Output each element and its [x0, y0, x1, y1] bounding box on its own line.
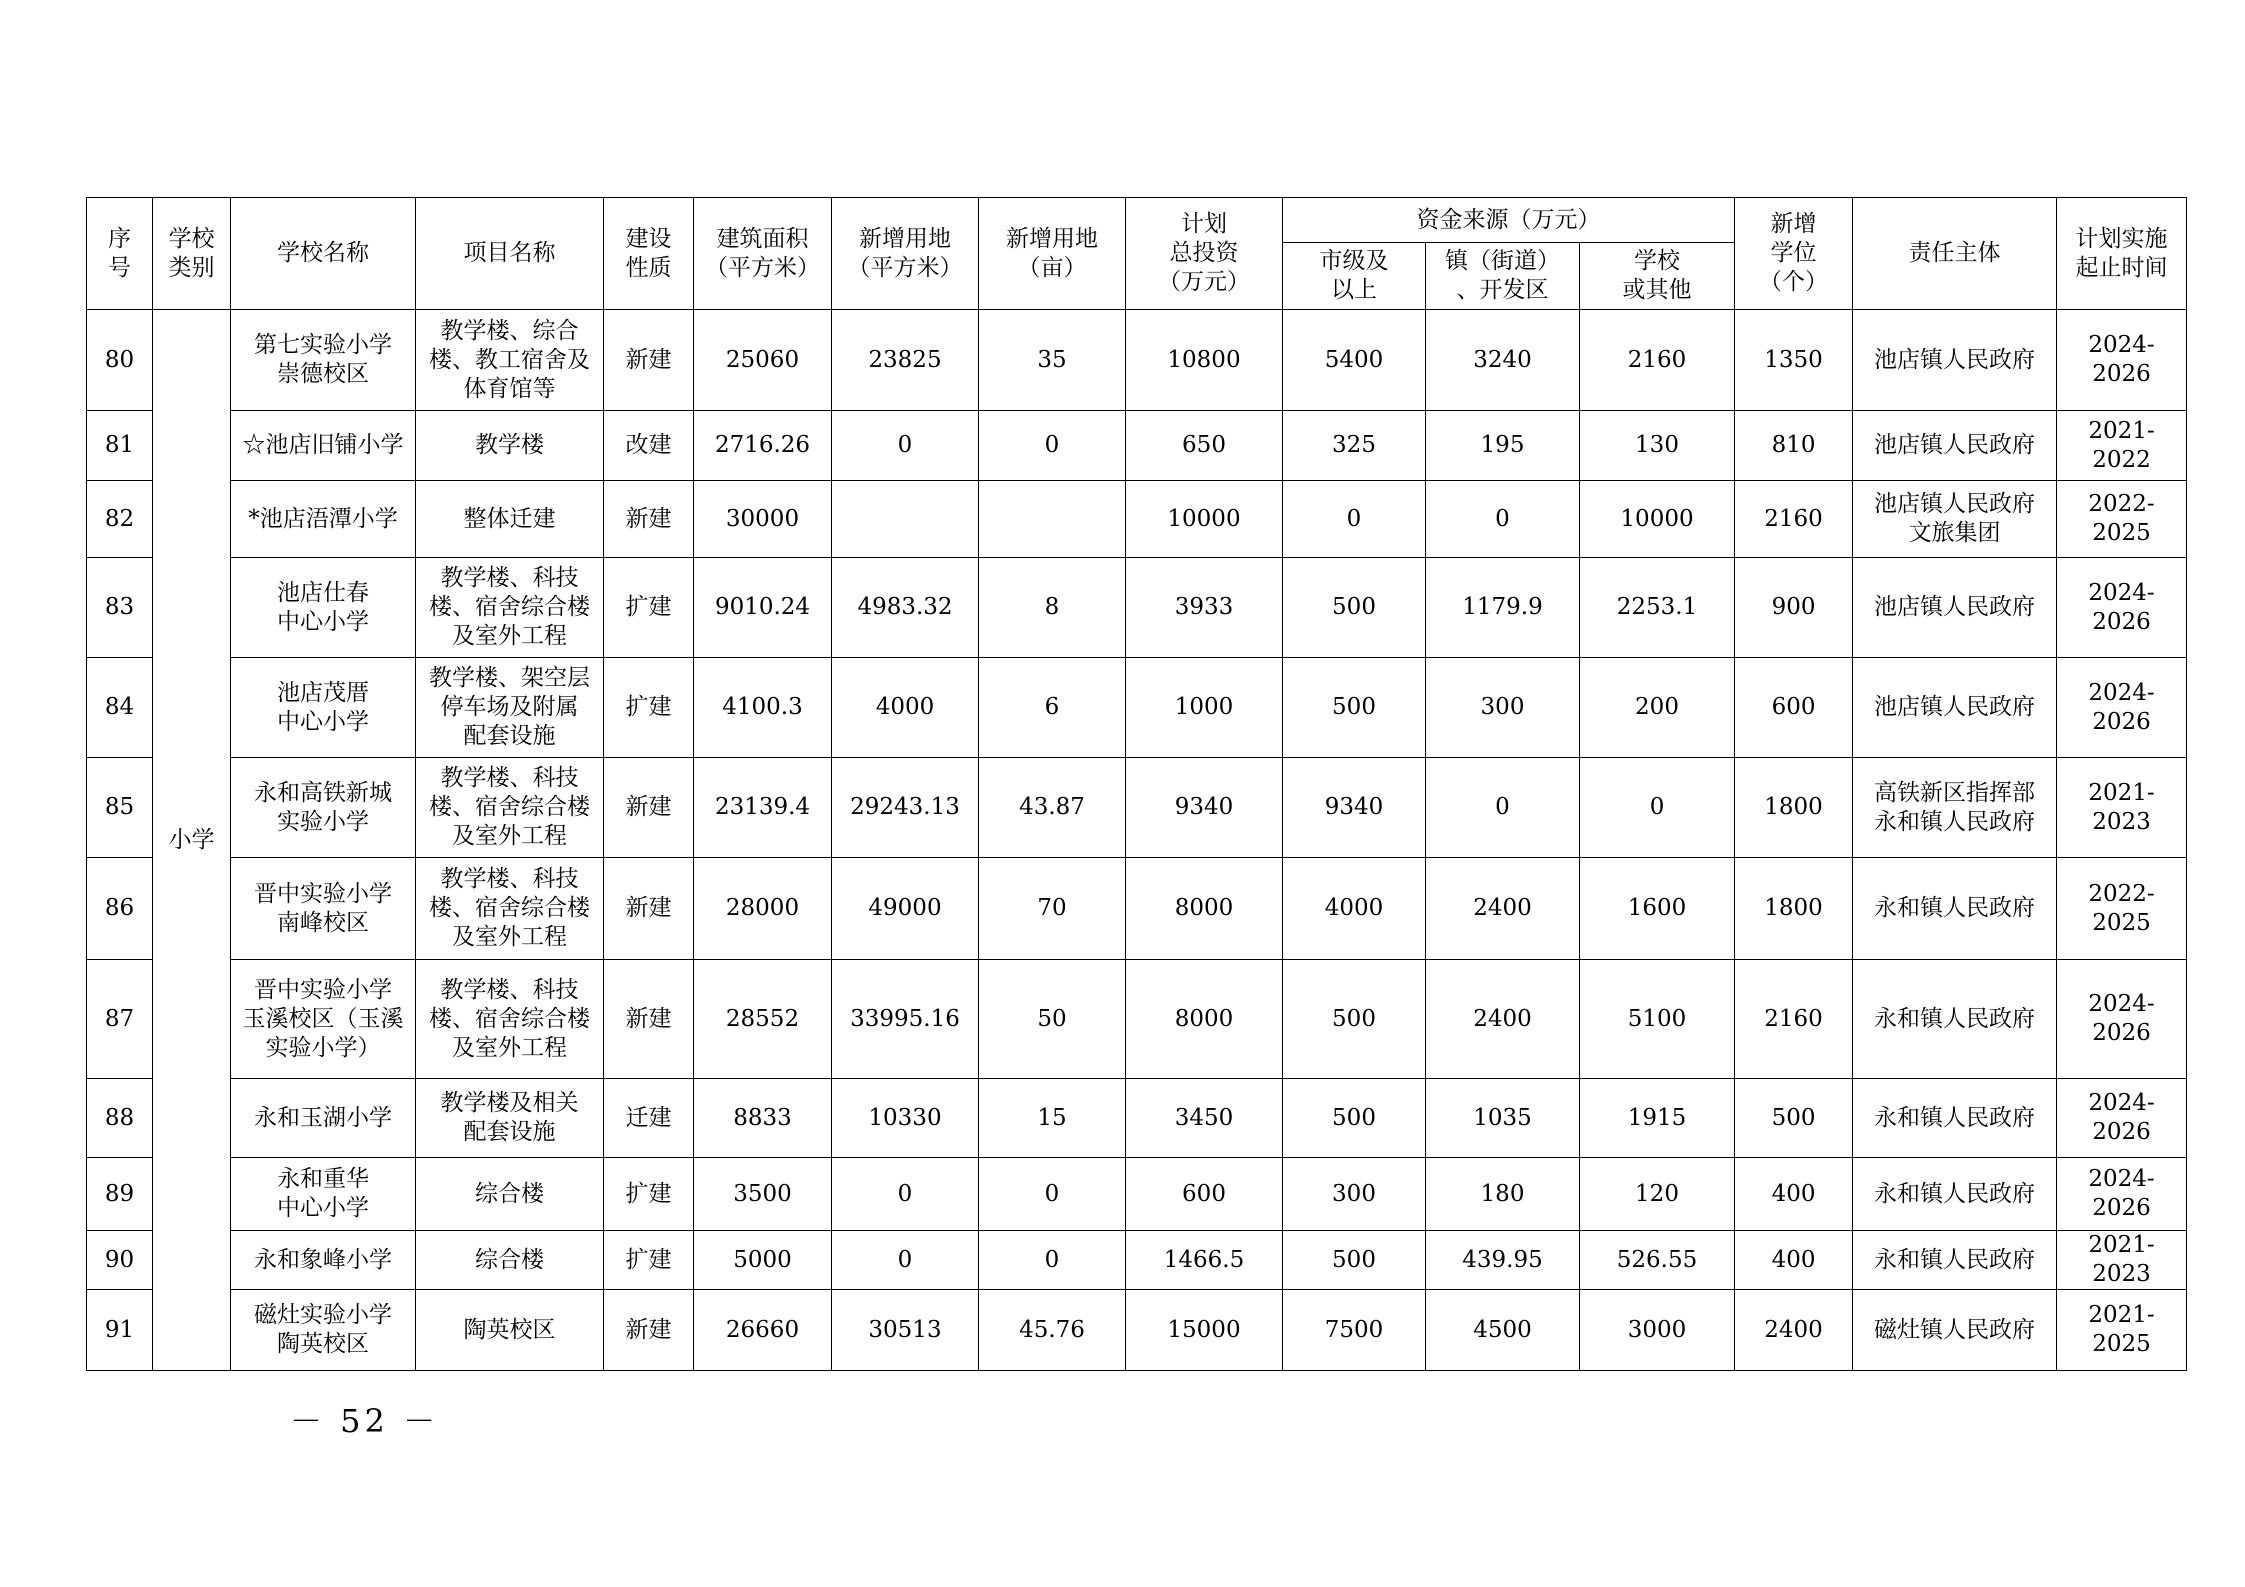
header-new-land-mu: 新增用地 （亩） — [979, 198, 1126, 310]
school-name-cell: *池店浯潭小学 — [231, 481, 416, 558]
nature-cell: 改建 — [604, 411, 694, 481]
funding-town-cell: 0 — [1426, 481, 1580, 558]
funding-town-cell: 1035 — [1426, 1079, 1580, 1158]
responsible-cell: 池店镇人民政府 — [1853, 411, 2057, 481]
floor-area-cell: 3500 — [694, 1158, 832, 1231]
funding-school-cell: 1600 — [1580, 858, 1735, 960]
funding-city-cell: 500 — [1283, 558, 1426, 658]
responsible-cell: 池店镇人民政府 文旅集团 — [1853, 481, 2057, 558]
funding-school-cell: 0 — [1580, 758, 1735, 858]
total-investment-cell: 1000 — [1126, 658, 1283, 758]
header-period: 计划实施 起止时间 — [2057, 198, 2187, 310]
header-new-seats: 新增 学位 （个） — [1735, 198, 1853, 310]
funding-town-cell: 4500 — [1426, 1290, 1580, 1371]
new-land-sqm-cell: 0 — [832, 1231, 979, 1290]
project-name-cell: 整体迁建 — [416, 481, 604, 558]
funding-city-cell: 0 — [1283, 481, 1426, 558]
school-project-table — [86, 197, 2187, 1371]
new-seats-cell: 1800 — [1735, 858, 1853, 960]
table-row — [87, 1158, 2187, 1231]
floor-area-cell: 23139.4 — [694, 758, 832, 858]
funding-city-cell: 4000 — [1283, 858, 1426, 960]
responsible-cell: 永和镇人民政府 — [1853, 1231, 2057, 1290]
new-land-sqm-cell: 23825 — [832, 310, 979, 411]
header-funding-school: 学校 或其他 — [1580, 243, 1735, 310]
header-funding-town: 镇（街道） 、开发区 — [1426, 243, 1580, 310]
category-cell: 小学 — [153, 310, 231, 1371]
floor-area-cell: 25060 — [694, 310, 832, 411]
nature-cell: 扩建 — [604, 1158, 694, 1231]
new-land-mu-cell: 70 — [979, 858, 1126, 960]
floor-area-cell: 5000 — [694, 1231, 832, 1290]
period-cell: 2021-2023 — [2057, 1231, 2187, 1290]
funding-city-cell: 500 — [1283, 1079, 1426, 1158]
funding-city-cell: 325 — [1283, 411, 1426, 481]
total-investment-cell: 9340 — [1126, 758, 1283, 858]
school-name-cell: 永和象峰小学 — [231, 1231, 416, 1290]
period-cell: 2024-2026 — [2057, 1158, 2187, 1231]
period-cell: 2021-2023 — [2057, 758, 2187, 858]
funding-town-cell: 439.95 — [1426, 1231, 1580, 1290]
new-seats-cell: 2160 — [1735, 481, 1853, 558]
funding-city-cell: 7500 — [1283, 1290, 1426, 1371]
responsible-cell: 永和镇人民政府 — [1853, 960, 2057, 1079]
table-row — [87, 558, 2187, 658]
funding-school-cell: 2253.1 — [1580, 558, 1735, 658]
school-name-cell: 永和玉湖小学 — [231, 1079, 416, 1158]
project-table-sheet — [86, 197, 2186, 1371]
total-investment-cell: 600 — [1126, 1158, 1283, 1231]
new-land-sqm-cell: 0 — [832, 1158, 979, 1231]
nature-cell: 扩建 — [604, 658, 694, 758]
new-land-sqm-cell: 30513 — [832, 1290, 979, 1371]
header-funding-group: 资金来源（万元） — [1283, 198, 1735, 243]
new-land-mu-cell: 0 — [979, 1231, 1126, 1290]
table-row — [87, 1231, 2187, 1290]
floor-area-cell: 2716.26 — [694, 411, 832, 481]
new-land-mu-cell: 6 — [979, 658, 1126, 758]
seq-cell: 89 — [87, 1158, 153, 1231]
seq-cell: 91 — [87, 1290, 153, 1371]
new-seats-cell: 1350 — [1735, 310, 1853, 411]
responsible-cell: 池店镇人民政府 — [1853, 310, 2057, 411]
table-row — [87, 858, 2187, 960]
new-land-mu-cell: 43.87 — [979, 758, 1126, 858]
project-name-cell: 综合楼 — [416, 1158, 604, 1231]
funding-town-cell: 1179.9 — [1426, 558, 1580, 658]
project-name-cell: 教学楼 — [416, 411, 604, 481]
project-name-cell: 教学楼、综合 楼、教工宿舍及 体育馆等 — [416, 310, 604, 411]
new-land-sqm-cell: 10330 — [832, 1079, 979, 1158]
school-name-cell: ☆池店旧铺小学 — [231, 411, 416, 481]
new-seats-cell: 1800 — [1735, 758, 1853, 858]
new-seats-cell: 600 — [1735, 658, 1853, 758]
project-name-cell: 综合楼 — [416, 1231, 604, 1290]
nature-cell: 扩建 — [604, 1231, 694, 1290]
funding-school-cell: 3000 — [1580, 1290, 1735, 1371]
funding-town-cell: 195 — [1426, 411, 1580, 481]
new-seats-cell: 400 — [1735, 1231, 1853, 1290]
seq-cell: 82 — [87, 481, 153, 558]
new-seats-cell: 2400 — [1735, 1290, 1853, 1371]
project-name-cell: 教学楼及相关 配套设施 — [416, 1079, 604, 1158]
total-investment-cell: 8000 — [1126, 858, 1283, 960]
new-land-sqm-cell: 4000 — [832, 658, 979, 758]
nature-cell: 新建 — [604, 858, 694, 960]
seq-cell: 87 — [87, 960, 153, 1079]
header-project-name: 项目名称 — [416, 198, 604, 310]
new-land-sqm-cell: 49000 — [832, 858, 979, 960]
school-name-cell: 永和重华 中心小学 — [231, 1158, 416, 1231]
funding-school-cell: 200 — [1580, 658, 1735, 758]
school-name-cell: 晋中实验小学 玉溪校区（玉溪 实验小学） — [231, 960, 416, 1079]
seq-cell: 86 — [87, 858, 153, 960]
period-cell: 2022-2025 — [2057, 858, 2187, 960]
header-seq: 序 号 — [87, 198, 153, 310]
funding-town-cell: 180 — [1426, 1158, 1580, 1231]
total-investment-cell: 3933 — [1126, 558, 1283, 658]
total-investment-cell: 10800 — [1126, 310, 1283, 411]
project-name-cell: 教学楼、科技 楼、宿舍综合楼 及室外工程 — [416, 960, 604, 1079]
seq-cell: 90 — [87, 1231, 153, 1290]
project-name-cell: 教学楼、科技 楼、宿舍综合楼 及室外工程 — [416, 858, 604, 960]
nature-cell: 扩建 — [604, 558, 694, 658]
funding-school-cell: 10000 — [1580, 481, 1735, 558]
funding-city-cell: 5400 — [1283, 310, 1426, 411]
new-seats-cell: 2160 — [1735, 960, 1853, 1079]
header-new-land-sqm: 新增用地 （平方米） — [832, 198, 979, 310]
floor-area-cell: 30000 — [694, 481, 832, 558]
total-investment-cell: 10000 — [1126, 481, 1283, 558]
table-row — [87, 658, 2187, 758]
table-row — [87, 481, 2187, 558]
project-name-cell: 陶英校区 — [416, 1290, 604, 1371]
funding-town-cell: 300 — [1426, 658, 1580, 758]
floor-area-cell: 28000 — [694, 858, 832, 960]
header-responsible: 责任主体 — [1853, 198, 2057, 310]
new-seats-cell: 500 — [1735, 1079, 1853, 1158]
new-seats-cell: 900 — [1735, 558, 1853, 658]
new-land-mu-cell — [979, 481, 1126, 558]
funding-city-cell: 500 — [1283, 1231, 1426, 1290]
nature-cell: 新建 — [604, 481, 694, 558]
table-row — [87, 960, 2187, 1079]
new-land-mu-cell: 50 — [979, 960, 1126, 1079]
header-school-name: 学校名称 — [231, 198, 416, 310]
school-name-cell: 池店仕春 中心小学 — [231, 558, 416, 658]
nature-cell: 新建 — [604, 310, 694, 411]
school-name-cell: 第七实验小学 崇德校区 — [231, 310, 416, 411]
new-seats-cell: 810 — [1735, 411, 1853, 481]
total-investment-cell: 3450 — [1126, 1079, 1283, 1158]
nature-cell: 迁建 — [604, 1079, 694, 1158]
funding-city-cell: 9340 — [1283, 758, 1426, 858]
period-cell: 2022-2025 — [2057, 481, 2187, 558]
new-land-mu-cell: 15 — [979, 1079, 1126, 1158]
period-cell: 2024-2026 — [2057, 1079, 2187, 1158]
responsible-cell: 池店镇人民政府 — [1853, 558, 2057, 658]
nature-cell: 新建 — [604, 960, 694, 1079]
funding-town-cell: 2400 — [1426, 858, 1580, 960]
funding-city-cell: 500 — [1283, 658, 1426, 758]
funding-school-cell: 5100 — [1580, 960, 1735, 1079]
header-floor-area: 建筑面积 （平方米） — [694, 198, 832, 310]
header-total-investment: 计划 总投资 （万元） — [1126, 198, 1283, 310]
seq-cell: 83 — [87, 558, 153, 658]
new-land-sqm-cell: 0 — [832, 411, 979, 481]
responsible-cell: 池店镇人民政府 — [1853, 658, 2057, 758]
period-cell: 2024-2026 — [2057, 960, 2187, 1079]
table-row — [87, 411, 2187, 481]
project-name-cell: 教学楼、架空层 停车场及附属 配套设施 — [416, 658, 604, 758]
period-cell: 2024-2026 — [2057, 558, 2187, 658]
responsible-cell: 高铁新区指挥部 永和镇人民政府 — [1853, 758, 2057, 858]
total-investment-cell: 8000 — [1126, 960, 1283, 1079]
table-row — [87, 310, 2187, 411]
period-cell: 2024-2026 — [2057, 658, 2187, 758]
new-land-sqm-cell — [832, 481, 979, 558]
seq-cell: 85 — [87, 758, 153, 858]
seq-cell: 88 — [87, 1079, 153, 1158]
period-cell: 2021-2022 — [2057, 411, 2187, 481]
funding-city-cell: 300 — [1283, 1158, 1426, 1231]
funding-city-cell: 500 — [1283, 960, 1426, 1079]
total-investment-cell: 15000 — [1126, 1290, 1283, 1371]
nature-cell: 新建 — [604, 758, 694, 858]
school-name-cell: 磁灶实验小学 陶英校区 — [231, 1290, 416, 1371]
floor-area-cell: 28552 — [694, 960, 832, 1079]
project-name-cell: 教学楼、科技 楼、宿舍综合楼 及室外工程 — [416, 758, 604, 858]
nature-cell: 新建 — [604, 1290, 694, 1371]
school-name-cell: 晋中实验小学 南峰校区 — [231, 858, 416, 960]
funding-school-cell: 120 — [1580, 1158, 1735, 1231]
responsible-cell: 永和镇人民政府 — [1853, 858, 2057, 960]
funding-school-cell: 1915 — [1580, 1079, 1735, 1158]
header-category: 学校 类别 — [153, 198, 231, 310]
seq-cell: 81 — [87, 411, 153, 481]
period-cell: 2024-2026 — [2057, 310, 2187, 411]
funding-school-cell: 130 — [1580, 411, 1735, 481]
new-land-mu-cell: 8 — [979, 558, 1126, 658]
new-land-mu-cell: 0 — [979, 411, 1126, 481]
floor-area-cell: 26660 — [694, 1290, 832, 1371]
table-row — [87, 1290, 2187, 1371]
funding-town-cell: 3240 — [1426, 310, 1580, 411]
school-name-cell: 池店茂厝 中心小学 — [231, 658, 416, 758]
floor-area-cell: 4100.3 — [694, 658, 832, 758]
table-row — [87, 758, 2187, 858]
new-land-mu-cell: 45.76 — [979, 1290, 1126, 1371]
new-land-sqm-cell: 4983.32 — [832, 558, 979, 658]
new-land-mu-cell: 0 — [979, 1158, 1126, 1231]
responsible-cell: 永和镇人民政府 — [1853, 1158, 2057, 1231]
project-name-cell: 教学楼、科技 楼、宿舍综合楼 及室外工程 — [416, 558, 604, 658]
funding-town-cell: 0 — [1426, 758, 1580, 858]
funding-school-cell: 2160 — [1580, 310, 1735, 411]
header-funding-city: 市级及 以上 — [1283, 243, 1426, 310]
new-land-sqm-cell: 29243.13 — [832, 758, 979, 858]
header-nature: 建设 性质 — [604, 198, 694, 310]
table-body — [87, 310, 2187, 1371]
responsible-cell: 磁灶镇人民政府 — [1853, 1290, 2057, 1371]
page-number: － 52 － — [290, 1402, 440, 1440]
period-cell: 2021-2025 — [2057, 1290, 2187, 1371]
seq-cell: 84 — [87, 658, 153, 758]
new-seats-cell: 400 — [1735, 1158, 1853, 1231]
responsible-cell: 永和镇人民政府 — [1853, 1079, 2057, 1158]
funding-school-cell: 526.55 — [1580, 1231, 1735, 1290]
funding-town-cell: 2400 — [1426, 960, 1580, 1079]
new-land-sqm-cell: 33995.16 — [832, 960, 979, 1079]
seq-cell: 80 — [87, 310, 153, 411]
total-investment-cell: 1466.5 — [1126, 1231, 1283, 1290]
school-name-cell: 永和高铁新城 实验小学 — [231, 758, 416, 858]
floor-area-cell: 8833 — [694, 1079, 832, 1158]
total-investment-cell: 650 — [1126, 411, 1283, 481]
new-land-mu-cell: 35 — [979, 310, 1126, 411]
table-row — [87, 1079, 2187, 1158]
floor-area-cell: 9010.24 — [694, 558, 832, 658]
